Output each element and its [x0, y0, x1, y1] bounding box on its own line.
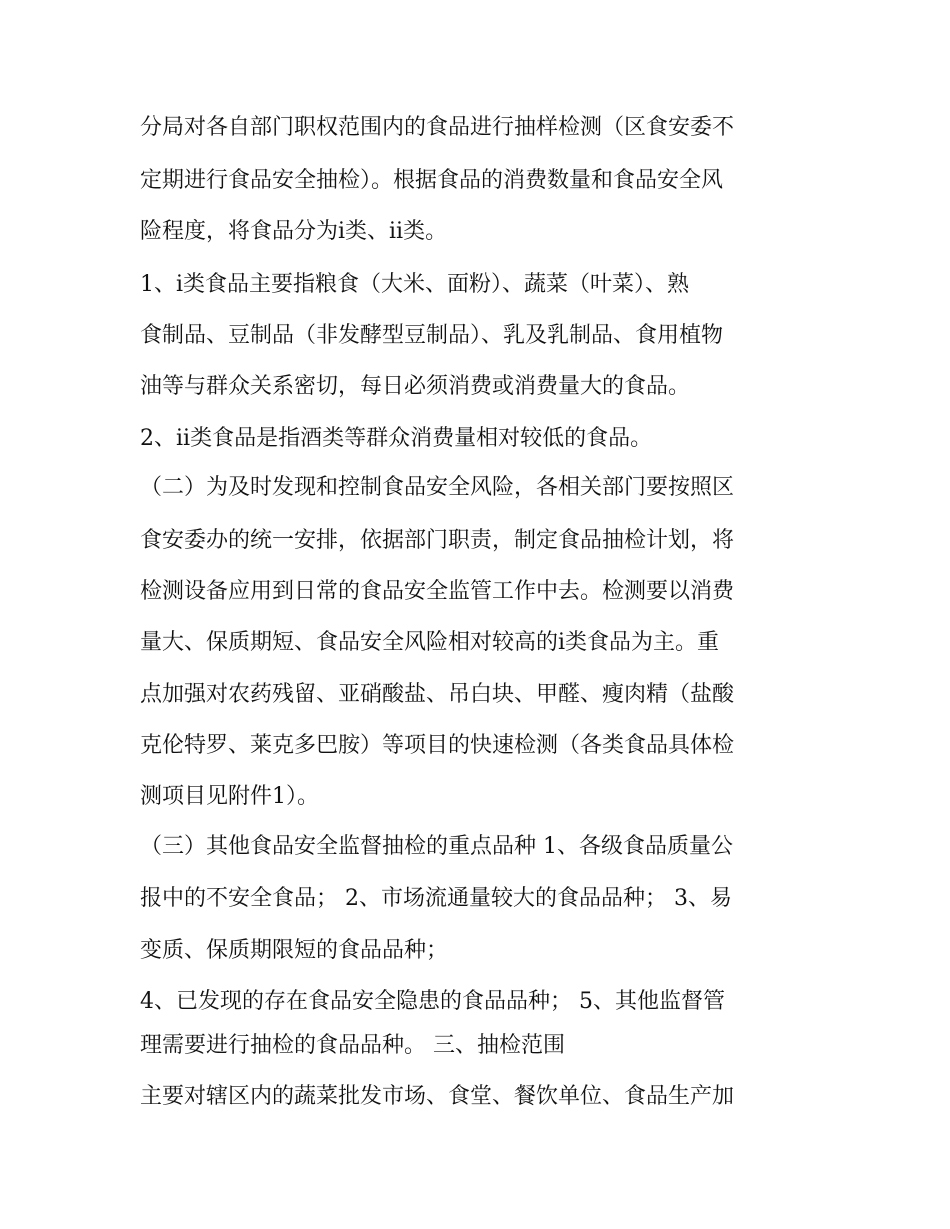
text-line: 分局对各自部门职权范围内的食品进行抽样检测（区食安委不	[140, 115, 735, 140]
text-line: 报中的不安全食品； 2、市场流通量较大的食品品种； 3、易	[140, 886, 732, 911]
text-line: 食制品、豆制品（非发酵型豆制品）、乳及乳制品、食用植物	[140, 323, 724, 348]
text-line: 食安委办的统一安排，依据部门职责，制定食品抽检计划，将	[140, 528, 735, 553]
text-line: 4、已发现的存在食品安全隐患的食品品种； 5、其他监督管	[140, 989, 725, 1014]
text-line: 点加强对农药残留、亚硝酸盐、吊白块、甲醛、瘦肉精（盐酸	[140, 682, 735, 707]
text-line: 量大、保质期短、食品安全风险相对较高的ⅰ类食品为主。重	[140, 630, 720, 655]
text-line: 理需要进行抽检的食品品种。 三、抽检范围	[140, 1033, 565, 1058]
text-line: （二）为及时发现和控制食品安全风险，各相关部门要按照区	[140, 475, 735, 500]
text-line: 油等与群众关系密切，每日必须消费或消费量大的食品。	[140, 374, 691, 399]
text-line: 2、ⅱ类食品是指酒类等群众消费量相对较低的食品。	[140, 426, 653, 451]
text-line: 检测设备应用到日常的食品安全监管工作中去。检测要以消费	[140, 579, 735, 604]
text-line: （三）其他食品安全监督抽检的重点品种 1、各级食品质量公	[140, 834, 733, 859]
text-line: 主要对辖区内的蔬菜批发市场、食堂、餐饮单位、食品生产加	[140, 1084, 735, 1109]
text-line: 1、ⅰ类食品主要指粮食（大米、面粉）、蔬菜（叶菜）、熟	[140, 272, 690, 297]
text-line: 险程度，将食品分为ⅰ类、ⅱ类。	[140, 219, 448, 244]
text-line: 定期进行食品安全抽检）。根据食品的消费数量和食品安全风	[140, 168, 724, 193]
text-line: 变质、保质期限短的食品品种；	[140, 938, 449, 963]
text-line: 测项目见附件1）。	[140, 784, 319, 809]
text-line: 克伦特罗、莱克多巴胺）等项目的快速检测（各类食品具体检	[140, 733, 735, 758]
